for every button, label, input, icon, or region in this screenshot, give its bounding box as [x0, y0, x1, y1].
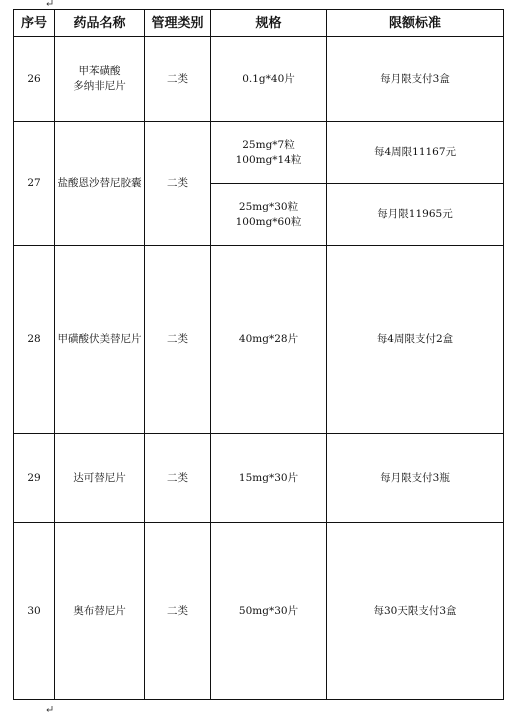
row-limit: 每4周限支付2盒 [327, 246, 504, 434]
paragraph-mark-icon [46, 706, 53, 712]
row-category: 二类 [145, 122, 211, 246]
row-limit: 每月限11965元 [327, 184, 504, 246]
table-row [14, 37, 504, 122]
row-no: 29 [14, 434, 55, 523]
table-row [14, 434, 504, 523]
row-category: 二类 [145, 434, 211, 523]
header-limit: 限额标准 [327, 10, 504, 37]
row-drug-name: 达可替尼片 [55, 434, 145, 523]
row-spec: 40mg*28片 [211, 246, 327, 434]
table-row [14, 122, 504, 184]
table-row [14, 246, 504, 434]
row-no: 26 [14, 37, 55, 122]
row-category: 二类 [145, 523, 211, 700]
table-row [14, 523, 504, 700]
row-drug-name: 甲磺酸伏美替尼片 [55, 246, 145, 434]
header-spec: 规格 [211, 10, 327, 37]
row-limit: 每月限支付3瓶 [327, 434, 504, 523]
row-no: 27 [14, 122, 55, 246]
row-spec: 0.1g*40片 [211, 37, 327, 122]
row-drug-name: 盐酸恩沙替尼胶囊 [55, 122, 145, 246]
row-limit: 每30天限支付3盒 [327, 523, 504, 700]
header-drug-name: 药品名称 [55, 10, 145, 37]
row-category: 二类 [145, 246, 211, 434]
row-no: 28 [14, 246, 55, 434]
row-spec: 25mg*30粒 100mg*60粒 [211, 184, 327, 246]
header-row [14, 10, 504, 37]
row-spec: 15mg*30片 [211, 434, 327, 523]
row-category: 二类 [145, 37, 211, 122]
row-limit: 每4周限11167元 [327, 122, 504, 184]
row-spec: 50mg*30片 [211, 523, 327, 700]
row-limit: 每月限支付3盒 [327, 37, 504, 122]
row-drug-name: 甲苯磺酸 多纳非尼片 [55, 37, 145, 122]
row-no: 30 [14, 523, 55, 700]
row-spec: 25mg*7粒 100mg*14粒 [211, 122, 327, 184]
header-category: 管理类别 [145, 10, 211, 37]
row-drug-name: 奥布替尼片 [55, 523, 145, 700]
paragraph-mark-icon [46, 0, 53, 6]
drug-limit-table [13, 9, 504, 700]
header-no: 序号 [14, 10, 55, 37]
